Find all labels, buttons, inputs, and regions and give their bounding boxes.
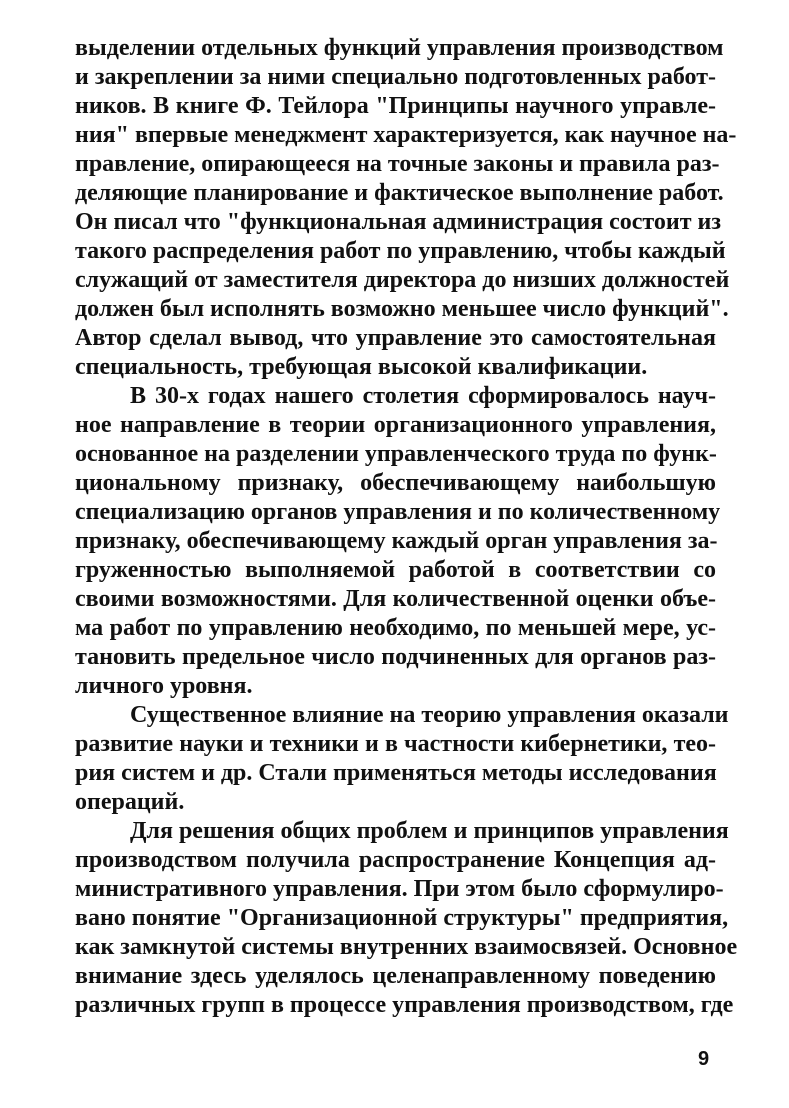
text-line: правление, опирающееся на точные законы и правила раз-	[75, 151, 720, 177]
text-line: своими возможностями. Для количественной оценки объе-	[75, 586, 716, 612]
text-line: ников. В книге Ф. Тейлора "Принципы научного управле-	[75, 93, 716, 119]
text-line: Автор сделал вывод, что управление это самостоятельная	[75, 325, 716, 351]
text-line: признаку, обеспечивающему каждый орган управления за-	[75, 528, 718, 554]
text-line: деляющие планирование и фактическое выполнение работ.	[75, 180, 724, 206]
text-line: груженностью выполняемой работой в соответствии со	[75, 557, 716, 583]
paragraph-start-line: Для решения общих проблем и принципов управления	[130, 818, 729, 844]
text-line: рия систем и др. Стали применяться методы исследования	[75, 760, 717, 786]
text-line: личного уровня.	[75, 673, 253, 699]
text-line: внимание здесь уделялось целенаправленному поведению	[75, 963, 716, 989]
body-text	[75, 34, 738, 1020]
text-line: операций.	[75, 789, 185, 815]
text-line: должен был исполнять возможно меньшее число функций".	[75, 296, 729, 322]
paragraph-start-line: Существенное влияние на теорию управления оказали	[130, 702, 729, 728]
text-line: министративного управления. При этом было сформулиро-	[75, 876, 724, 902]
text-line: тановить предельное число подчиненных для органов раз-	[75, 644, 716, 670]
text-line: ния" впервые менеджмент характеризуется, как научное на-	[75, 122, 737, 148]
page-number: 9	[698, 1048, 710, 1070]
text-line: как замкнутой системы внутренних взаимосвязей. Основное	[75, 934, 738, 960]
text-line: специальность, требующая высокой квалификации.	[75, 354, 648, 380]
text-line: специализацию органов управления и по количественному	[75, 499, 721, 525]
text-line: выделении отдельных функций управления производством	[75, 35, 724, 61]
text-line: и закреплении за ними специально подготовленных работ-	[75, 64, 716, 90]
text-line: вано понятие "Организационной структуры" предприятия,	[75, 905, 729, 931]
text-line: Он писал что "функциональная администрация состоит из	[75, 209, 721, 235]
text-line: служащий от заместителя директора до низших должностей	[75, 267, 730, 293]
paragraph-start-line: В 30-х годах нашего столетия сформировалось науч-	[130, 383, 716, 409]
text-line: основанное на разделении управленческого труда по функ-	[75, 441, 717, 467]
text-line: различных групп в процессе управления производством, где	[75, 992, 734, 1018]
text-line: такого распределения работ по управлению, чтобы каждый	[75, 238, 726, 264]
text-line: развитие науки и техники и в частности кибернетики, тео-	[75, 731, 716, 757]
text-line: циональному признаку, обеспечивающему наибольшую	[75, 470, 716, 496]
text-line: ма работ по управлению необходимо, по меньшей мере, ус-	[75, 615, 716, 641]
text-line: ное направление в теории организационного управления,	[75, 412, 716, 438]
text-line: производством получила распространение Концепция ад-	[75, 847, 716, 873]
